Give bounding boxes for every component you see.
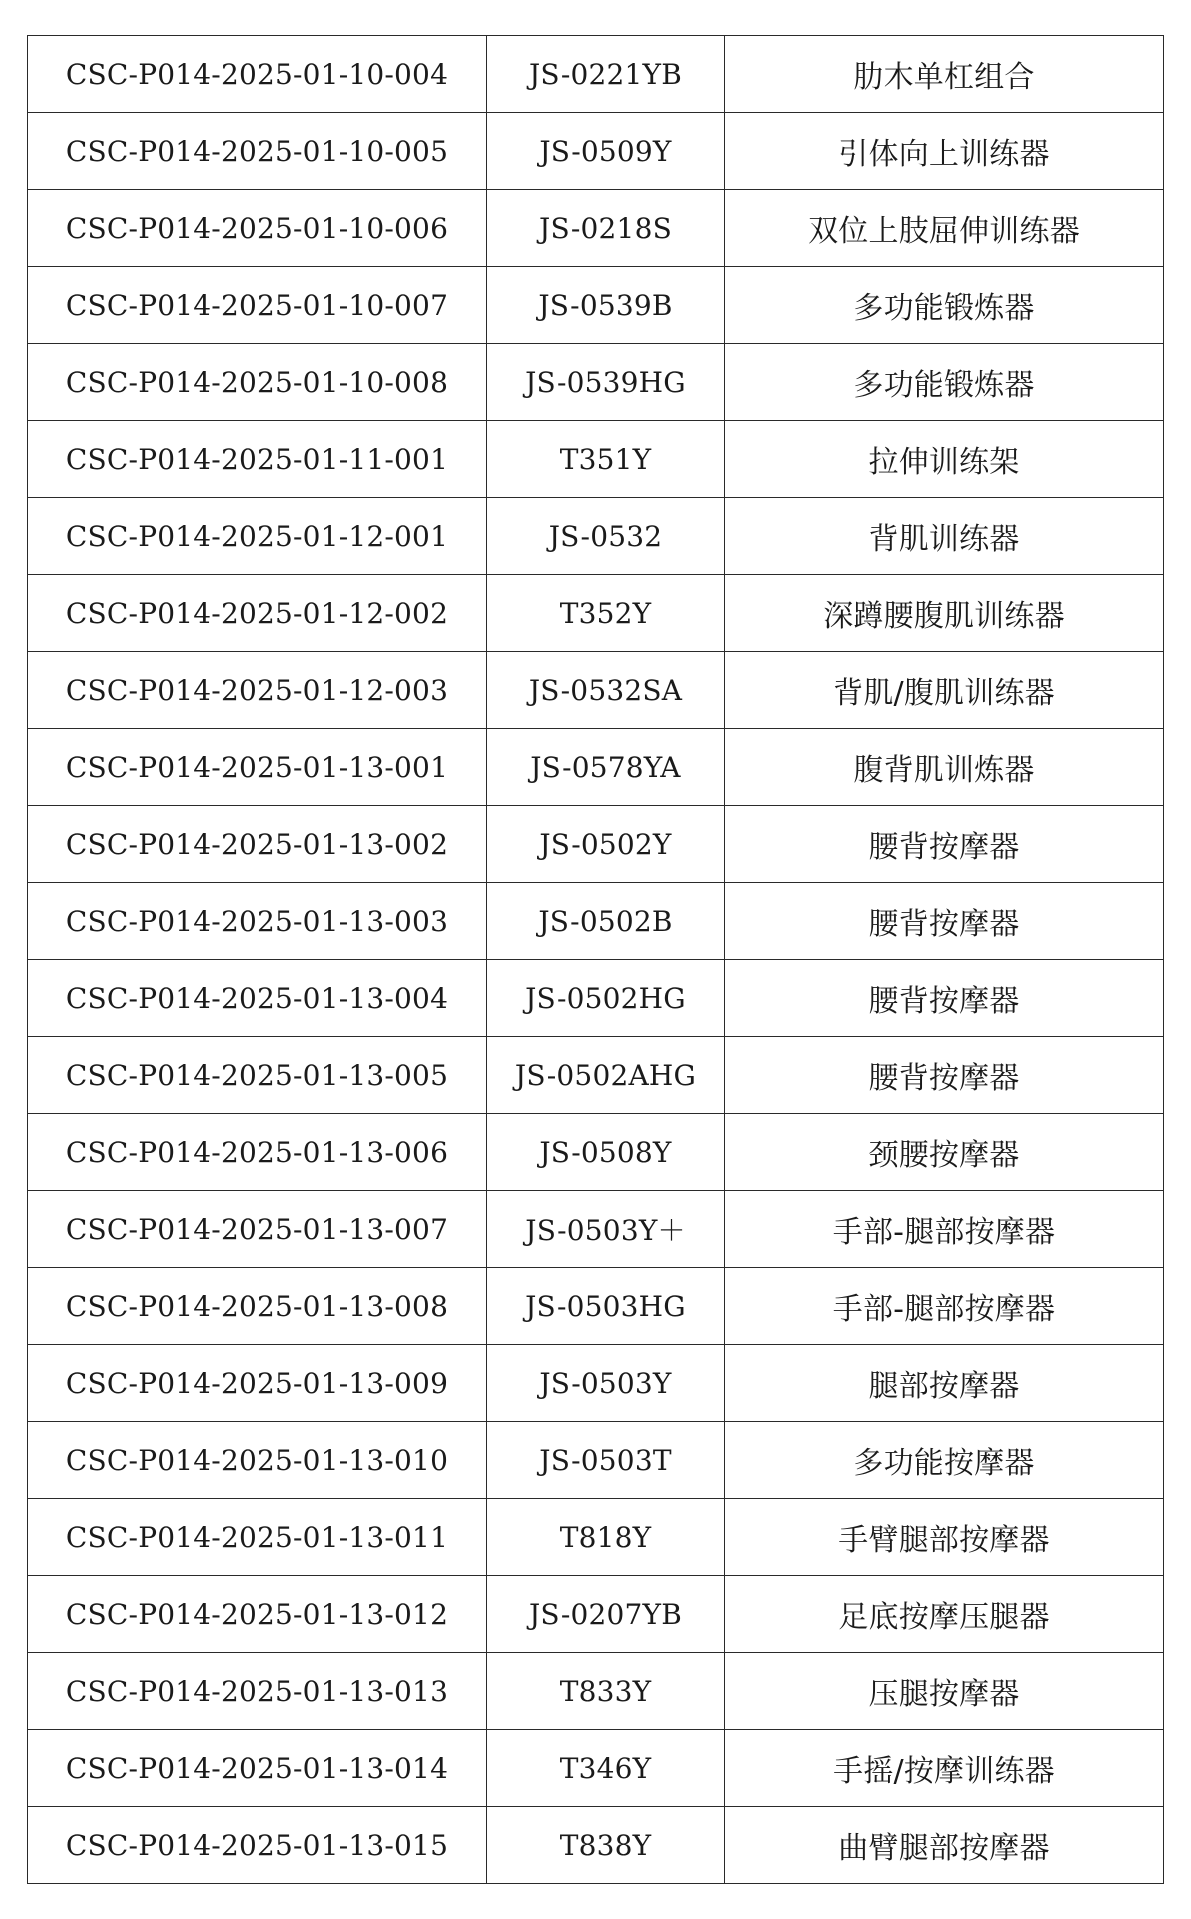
- table-row: [28, 960, 1164, 1037]
- certificate-code-cell: CSC-P014-2025-01-10-007: [28, 267, 487, 344]
- model-cell: JS-0503Y: [487, 1345, 725, 1422]
- certificate-code-cell: CSC-P014-2025-01-13-003: [28, 883, 487, 960]
- table-row: [28, 267, 1164, 344]
- model-cell: JS-0539B: [487, 267, 725, 344]
- certificate-code-cell: CSC-P014-2025-01-13-006: [28, 1114, 487, 1191]
- model-cell: JS-0578YA: [487, 729, 725, 806]
- table-row: [28, 36, 1164, 113]
- product-name-cell: 腹背肌训炼器: [725, 729, 1164, 806]
- model-cell: JS-0502Y: [487, 806, 725, 883]
- certificate-code-cell: CSC-P014-2025-01-13-002: [28, 806, 487, 883]
- product-name-cell: 手部-腿部按摩器: [725, 1191, 1164, 1268]
- model-cell: JS-0503Y＋: [487, 1191, 725, 1268]
- table-row: [28, 1807, 1164, 1884]
- model-cell: JS-0502AHG: [487, 1037, 725, 1114]
- certificate-code-cell: CSC-P014-2025-01-13-015: [28, 1807, 487, 1884]
- certificate-code-cell: CSC-P014-2025-01-12-003: [28, 652, 487, 729]
- table-row: [28, 421, 1164, 498]
- product-name-cell: 肋木单杠组合: [725, 36, 1164, 113]
- model-cell: T818Y: [487, 1499, 725, 1576]
- product-name-cell: 颈腰按摩器: [725, 1114, 1164, 1191]
- product-name-cell: 拉伸训练架: [725, 421, 1164, 498]
- model-cell: JS-0207YB: [487, 1576, 725, 1653]
- model-cell: JS-0508Y: [487, 1114, 725, 1191]
- certificate-code-cell: CSC-P014-2025-01-13-013: [28, 1653, 487, 1730]
- table-row: [28, 1345, 1164, 1422]
- certificate-code-cell: CSC-P014-2025-01-10-004: [28, 36, 487, 113]
- model-cell: JS-0503HG: [487, 1268, 725, 1345]
- certificate-code-cell: CSC-P014-2025-01-13-014: [28, 1730, 487, 1807]
- product-name-cell: 手部-腿部按摩器: [725, 1268, 1164, 1345]
- model-cell: T346Y: [487, 1730, 725, 1807]
- product-name-cell: 腰背按摩器: [725, 960, 1164, 1037]
- certificate-code-cell: CSC-P014-2025-01-13-007: [28, 1191, 487, 1268]
- model-cell: JS-0502HG: [487, 960, 725, 1037]
- certificate-code-cell: CSC-P014-2025-01-10-005: [28, 113, 487, 190]
- table-row: [28, 1499, 1164, 1576]
- table-body: [28, 36, 1164, 1884]
- model-cell: T838Y: [487, 1807, 725, 1884]
- table-row: [28, 1653, 1164, 1730]
- table-row: [28, 652, 1164, 729]
- table-row: [28, 883, 1164, 960]
- product-name-cell: 腰背按摩器: [725, 883, 1164, 960]
- model-cell: JS-0532SA: [487, 652, 725, 729]
- certificate-code-cell: CSC-P014-2025-01-10-006: [28, 190, 487, 267]
- product-name-cell: 背肌/腹肌训练器: [725, 652, 1164, 729]
- table-row: [28, 1576, 1164, 1653]
- product-name-cell: 腿部按摩器: [725, 1345, 1164, 1422]
- table-row: [28, 1037, 1164, 1114]
- product-name-cell: 压腿按摩器: [725, 1653, 1164, 1730]
- product-name-cell: 手摇/按摩训练器: [725, 1730, 1164, 1807]
- model-cell: JS-0539HG: [487, 344, 725, 421]
- table-row: [28, 806, 1164, 883]
- model-cell: JS-0218S: [487, 190, 725, 267]
- model-cell: T833Y: [487, 1653, 725, 1730]
- product-name-cell: 曲臂腿部按摩器: [725, 1807, 1164, 1884]
- certificate-code-cell: CSC-P014-2025-01-12-002: [28, 575, 487, 652]
- table-row: [28, 1268, 1164, 1345]
- product-name-cell: 多功能锻炼器: [725, 344, 1164, 421]
- table-row: [28, 575, 1164, 652]
- table-row: [28, 344, 1164, 421]
- table-row: [28, 1730, 1164, 1807]
- product-name-cell: 腰背按摩器: [725, 806, 1164, 883]
- product-name-cell: 手臂腿部按摩器: [725, 1499, 1164, 1576]
- certificate-code-cell: CSC-P014-2025-01-13-010: [28, 1422, 487, 1499]
- certificate-code-cell: CSC-P014-2025-01-13-005: [28, 1037, 487, 1114]
- certificate-code-cell: CSC-P014-2025-01-12-001: [28, 498, 487, 575]
- model-cell: JS-0502B: [487, 883, 725, 960]
- product-name-cell: 足底按摩压腿器: [725, 1576, 1164, 1653]
- certification-table: [27, 35, 1164, 1884]
- table-row: [28, 190, 1164, 267]
- model-cell: JS-0221YB: [487, 36, 725, 113]
- product-name-cell: 多功能按摩器: [725, 1422, 1164, 1499]
- certificate-code-cell: CSC-P014-2025-01-10-008: [28, 344, 487, 421]
- certificate-code-cell: CSC-P014-2025-01-13-009: [28, 1345, 487, 1422]
- certificate-code-cell: CSC-P014-2025-01-13-011: [28, 1499, 487, 1576]
- table-row: [28, 113, 1164, 190]
- product-name-cell: 腰背按摩器: [725, 1037, 1164, 1114]
- product-name-cell: 双位上肢屈伸训练器: [725, 190, 1164, 267]
- product-name-cell: 多功能锻炼器: [725, 267, 1164, 344]
- model-cell: T352Y: [487, 575, 725, 652]
- model-cell: JS-0509Y: [487, 113, 725, 190]
- certificate-code-cell: CSC-P014-2025-01-13-001: [28, 729, 487, 806]
- table-row: [28, 1422, 1164, 1499]
- model-cell: T351Y: [487, 421, 725, 498]
- model-cell: JS-0532: [487, 498, 725, 575]
- table-row: [28, 729, 1164, 806]
- table-row: [28, 1114, 1164, 1191]
- product-name-cell: 引体向上训练器: [725, 113, 1164, 190]
- product-name-cell: 深蹲腰腹肌训练器: [725, 575, 1164, 652]
- certificate-code-cell: CSC-P014-2025-01-13-004: [28, 960, 487, 1037]
- table-row: [28, 498, 1164, 575]
- certificate-code-cell: CSC-P014-2025-01-13-012: [28, 1576, 487, 1653]
- certificate-code-cell: CSC-P014-2025-01-13-008: [28, 1268, 487, 1345]
- product-name-cell: 背肌训练器: [725, 498, 1164, 575]
- table-row: [28, 1191, 1164, 1268]
- model-cell: JS-0503T: [487, 1422, 725, 1499]
- certificate-code-cell: CSC-P014-2025-01-11-001: [28, 421, 487, 498]
